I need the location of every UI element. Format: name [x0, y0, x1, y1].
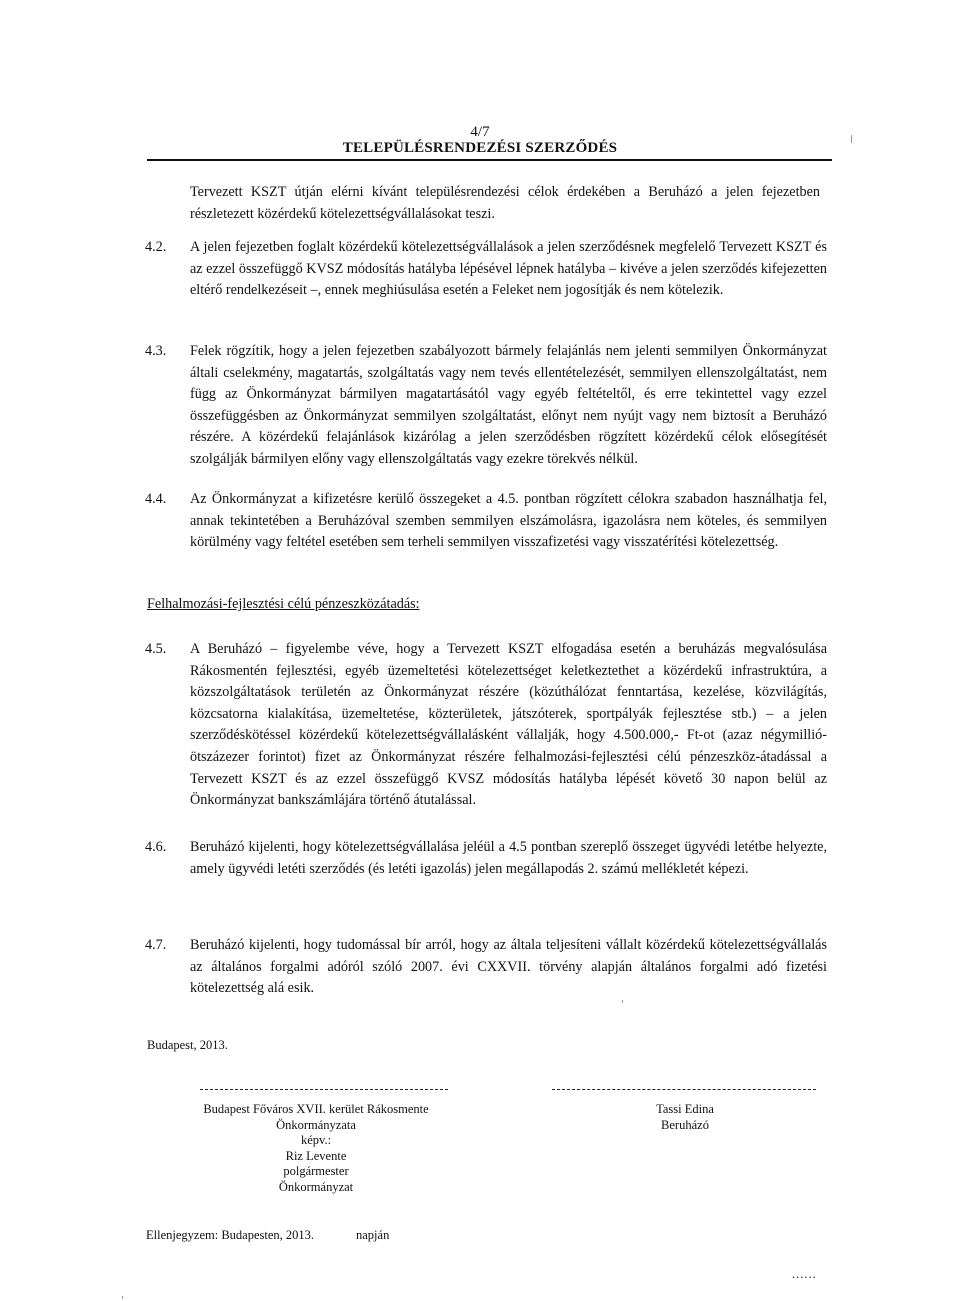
scan-mark: [122, 1296, 123, 1299]
signatory-left-line3: képv.:: [300, 1133, 332, 1148]
signature-line-left: [200, 1089, 448, 1090]
signatory-left-name: Riz Levente: [285, 1148, 347, 1163]
footer-dots: ......: [792, 1267, 817, 1281]
signatory-right: [580, 1102, 790, 1133]
signatory-right-name: Tassi Edina: [656, 1102, 714, 1116]
signatory-left-line2: Önkormányzata: [276, 1117, 356, 1132]
signatory-left-line1: Budapest Főváros XVII. kerület Rákosmente: [203, 1102, 429, 1116]
signatory-right-role: Beruházó: [661, 1117, 709, 1132]
scan-mark: [622, 1000, 623, 1003]
document-title: TELEPÜLÉSRENDEZÉSI SZERZŐDÉS: [342, 140, 618, 156]
signatory-left-title: polgármester: [283, 1164, 349, 1179]
section-text-4-7: Beruházó kijelenti, hogy tudomással bír arról, hogy az általa teljesíteni vállalt közérdekű kötelezettségvállalás az általános forgalmi adóról szóló 2007. évi CXXVII. törvény alapján általános forgalmi adó fizetési kötelezettség alá esik.: [190, 937, 827, 997]
section-text-4-2: A jelen fejezetben foglalt közérdekű kötelezettségvállalások a jelen szerződésnek megfelelő Tervezett KSZT és az ezzel összefüggő KVSZ módosítás hatályba lépésével lépnek hatályba – kivéve a jelen szerződés kifejezetten eltérő rendelkezéseit –, ennek meghiúsulása esetén a Feleket nem jogosítják és nem kötelezik.: [190, 239, 827, 299]
section-text-4-5: A Beruházó – figyelembe véve, hogy a Tervezett KSZT elfogadása esetén a beruházás megvalósulása Rákosmentén fejlesztési, egyéb üzemeltetési kötelezettséget keletkeztethet a közérdekű infrastruktúra, a közszolgáltatások területén az Önkormányzat részére (közúthálózat fenntartása, kezelése, közvilágítás, közcsatorna kialakítása, üzemeltetése, közterületek, játszóterek, sportpályák fejlesztése stb.) – a jelen szerződéskötéssel közérdekű kötelezettségvállalásként vállalják, hogy 4.500.000,- Ft-ot (azaz négymillió-ötszázezer forintot) fizet az Önkormányzat részére felhalmozási-fejlesztési célú pénzeszköz-átadással a Tervezett KSZT és az ezzel összefüggő KVSZ módosítás hatályba lépését követő 30 napon belül az Önkormányzat bankszámlájára történő átutalással.: [190, 641, 827, 809]
signatory-left: [176, 1102, 456, 1196]
section-number-4-2: 4.2.: [145, 239, 167, 255]
signatory-left-line6: Önkormányzat: [278, 1179, 354, 1194]
section-text-4-3: Felek rögzítik, hogy a jelen fejezetben szabályozott bármely felajánlás nem jelenti semmilyen Önkormányzat általi cselekmény, magatartás, szolgáltatás vagy nem tevés ellentételezését, semmilyen ellenszolgáltatást, nem függ az Önkormányzat bármilyen magatartásától vagy egyéb feltételtől, és erre tekintettel vagy ezzel összefüggésben az Önkormányzat semmilyen szolgáltatást, előnyt nem nyújt vagy nem biztosít a Beruházó részére. A közérdekű felajánlások kizárólag a jelen szerződésben rögzített közérdekű célok elősegítését szolgálják bármilyen előny vagy ellenszolgáltatás vagy ezekre törekvés nélkül.: [190, 343, 827, 467]
section-text-4-6: Beruházó kijelenti, hogy kötelezettségvállalása jeléül a 4.5 pontban szereplő összeget ügyvédi letétbe helyezte, amely ügyvédi letéti szerződés (és letéti igazolás) jelen megállapodás 2. számú mellékletét képezi.: [190, 839, 827, 877]
section-number-4-3: 4.3.: [145, 343, 167, 359]
scan-mark: [851, 135, 852, 143]
header-rule: [147, 159, 832, 161]
section-number-4-4: 4.4.: [145, 491, 167, 507]
signature-line-right: [552, 1089, 816, 1090]
page-number: 4/7: [470, 124, 490, 140]
intro-paragraph: Tervezett KSZT útján elérni kívánt településrendezési célok érdekében a Beruházó a jelen fejezetben részletezett közérdekű kötelezettségvállalásokat teszi.: [190, 184, 820, 222]
countersign-napjan: napján: [356, 1228, 390, 1242]
section-number-4-5: 4.5.: [145, 641, 167, 657]
section-number-4-7: 4.7.: [145, 937, 167, 953]
section-text-4-4: Az Önkormányzat a kifizetésre kerülő összegeket a 4.5. pontban rögzített célokra szabadon használhatja fel, annak tekintetében a Beruházóval szemben semmilyen elszámolásra, igazolásra nem köteles, és semmilyen körülmény vagy feltétel esetében sem terheli semmilyen visszafizetési vagy visszatérítési kötelezettség.: [190, 491, 827, 551]
countersign-line: Ellenjegyzem: Budapesten, 2013.: [146, 1228, 315, 1242]
section-number-4-6: 4.6.: [145, 839, 167, 855]
section-heading: Felhalmozási-fejlesztési célú pénzeszközátadás:: [147, 596, 420, 612]
place-date: Budapest, 2013.: [147, 1038, 228, 1052]
